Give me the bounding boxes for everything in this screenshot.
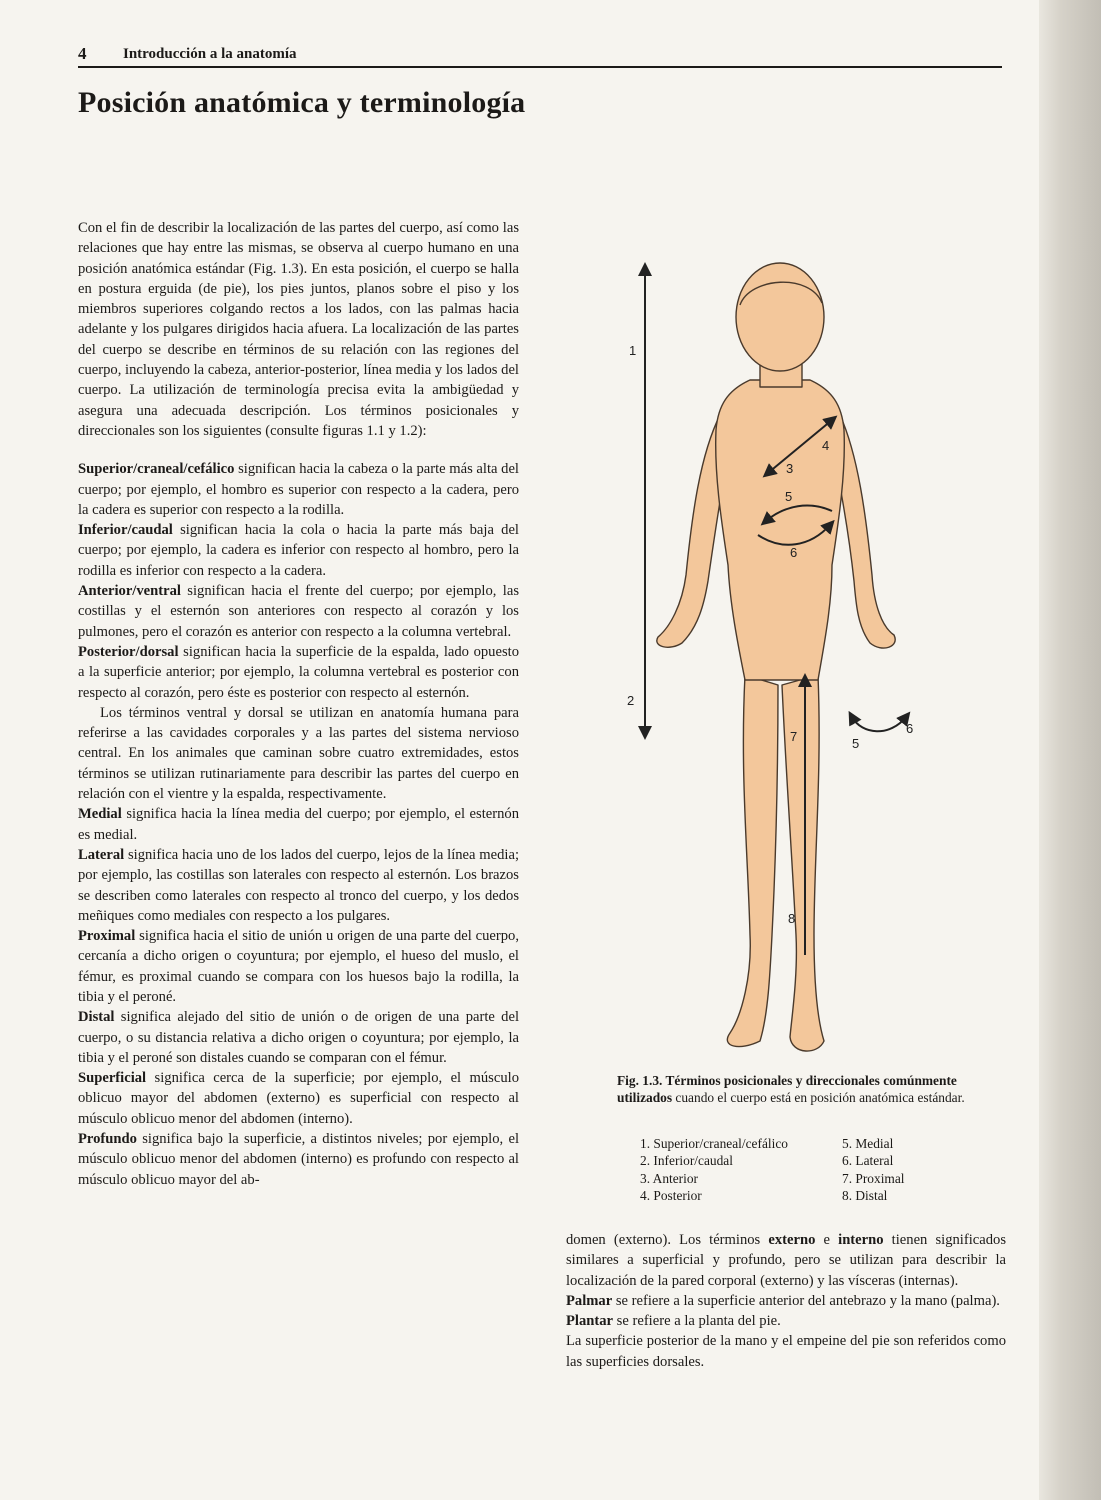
term-interno: interno <box>838 1232 884 1248</box>
page-number: 4 <box>78 44 87 63</box>
legend-item: 3. Anterior <box>640 1170 699 1186</box>
legend-item: 4. Posterior <box>640 1188 702 1204</box>
term-inferior-text: significan hacia la cola o hacia la parte más baja del cuerpo; por ejemplo, la cadera es inferior con respecto al hombro, pero la rodilla es inferior con respecto a la cadera. <box>78 522 519 579</box>
label-2: 2 <box>627 693 635 708</box>
label-3: 3 <box>786 461 794 476</box>
term-externo: externo <box>768 1232 816 1248</box>
legend-item: 5. Medial <box>842 1136 894 1151</box>
legend-item: 6. Lateral <box>842 1153 894 1169</box>
running-header <box>78 44 1002 68</box>
term-inferior <box>78 520 519 581</box>
term-superficial-text: significa cerca de la superficie; por ejemplo, el músculo oblicuo mayor del abdomen (externo) es superficial con respecto al músculo oblicuo menor del abdomen (interno). <box>78 1070 519 1127</box>
page-edge-shadow <box>1039 0 1101 1500</box>
term-palmar-text: se refiere a la superficie anterior del antebrazo y la mano (palma). <box>612 1292 1000 1309</box>
term-posterior <box>78 642 519 703</box>
right-column <box>566 1230 1006 1372</box>
term-superior-label: Superior/craneal/cefálico <box>78 461 235 478</box>
term-anterior-label: Anterior/ventral <box>78 583 181 600</box>
label-6: 6 <box>790 545 798 560</box>
intro-paragraph: Con el fin de describir la localización de las partes del cuerpo, así como las relaciones que hay entre las mismas, se observa al cuerpo humano en una posición anatómica estándar (Fig. 1.3). En esta posición, el cuerpo se halla en postura erguida (de pie), los pies juntos, planos sobre el piso y los miembros superiores colgando rectos a los lados, con las palmas hacia adelante y los pulgares dirigidos hacia afuera. La localización de las partes del cuerpo se describe en términos de su relación con las regiones del cuerpo, incluyendo la cabeza, anterior-posterior, línea media y los lados del cuerpo. La utilización de terminología precisa evita la ambigüedad y asegura una adecuada descripción. Los términos posicionales y direccionales son los siguientes (consulte figuras 1.1 y 1.2): <box>78 220 519 439</box>
section-title: Posición anatómica y terminología <box>78 86 526 119</box>
human-body-silhouette <box>657 263 895 1051</box>
right-leg <box>782 675 824 1051</box>
left-leg <box>727 675 778 1047</box>
term-proximal-text: significa hacia el sitio de unión u origen de una parte del cuerpo, cercanía a dicho origen o coyuntura; por ejemplo, el hueso del muslo, el fémur, es proximal cuando se compara con los huesos bajo la rodilla, la tibia y el peroné. <box>78 928 519 1005</box>
arrow-hand-rotation <box>852 717 906 731</box>
term-superior <box>78 459 519 520</box>
figure-caption <box>617 1072 977 1106</box>
term-distal-label: Distal <box>78 1009 115 1026</box>
externo-interno-paragraph <box>566 1230 1006 1291</box>
term-plantar <box>566 1311 1006 1331</box>
term-medial-text: significa hacia la línea media del cuerpo; por ejemplo, el esternón es medial. <box>78 806 519 843</box>
term-superior-text: significan hacia la cabeza o la parte más alta del cuerpo; por ejemplo, el hombro es superior con respecto a la cadera, pero la cadera es superior con respecto a la rodilla. <box>78 461 519 518</box>
caption-label: Fig. 1.3. <box>617 1073 663 1088</box>
term-lateral <box>78 845 519 926</box>
left-column <box>78 218 519 1190</box>
legend-item: 1. Superior/craneal/cefálico <box>640 1136 788 1151</box>
term-distal <box>78 1007 519 1068</box>
legend-left-column <box>640 1135 840 1205</box>
anatomical-figure <box>600 255 960 1075</box>
label-4: 4 <box>822 438 830 453</box>
term-profundo-text: significa bajo la superficie, a distintos niveles; por ejemplo, el músculo oblicuo menor del abdomen (interno) es profundo con respecto al músculo oblicuo mayor del ab- <box>78 1131 519 1188</box>
ventral-dorsal-paragraph: Los términos ventral y dorsal se utilizan en anatomía humana para referirse a las cavidades corporales y a las partes del sistema nervioso central. En los animales que caminan sobre cuatro extremidades, estos términos se utilizan rutinariamente para describir las partes del cuerpo en relación con el vientre y la espalda, respectivamente. <box>78 704 519 803</box>
anatomical-position-illustration <box>600 255 960 1075</box>
label-7: 7 <box>790 729 798 744</box>
term-profundo-label: Profundo <box>78 1131 137 1148</box>
term-posterior-label: Posterior/dorsal <box>78 643 179 660</box>
term-medial <box>78 804 519 845</box>
head <box>736 263 824 371</box>
externo-interno-text: tienen significados similares a superficial y profundo, pero se utilizan para describir la localización de la pared corporal (externo) y las vísceras (internas). <box>566 1232 1007 1289</box>
label-hand-6: 6 <box>906 721 914 736</box>
term-proximal-label: Proximal <box>78 928 136 945</box>
term-profundo <box>78 1129 519 1190</box>
term-plantar-text: se refiere a la planta del pie. <box>613 1313 781 1330</box>
term-palmar <box>566 1291 1006 1311</box>
term-superficial <box>78 1068 519 1129</box>
term-lateral-text: significa hacia uno de los lados del cuerpo, lejos de la línea media; por ejemplo, las costillas son laterales con respecto al esternón. Los brazos se describen como laterales con respecto al tronco del cuerpo, y los dedos meñiques como mediales con respecto a los pulgares. <box>78 846 519 924</box>
term-medial-label: Medial <box>78 806 122 823</box>
term-proximal <box>78 926 519 1007</box>
legend-item: 8. Distal <box>842 1188 888 1204</box>
term-palmar-label: Palmar <box>566 1292 613 1309</box>
label-8: 8 <box>788 911 796 926</box>
legend-item: 7. Proximal <box>842 1170 905 1186</box>
term-distal-text: significa alejado del sitio de unión o de origen de una parte del cuerpo, o su distancia relativa a dicho origen o coyuntura; por ejemplo, la tibia y el peroné son distales cuando se comparan con el fémur. <box>78 1009 519 1066</box>
term-plantar-label: Plantar <box>566 1313 614 1330</box>
term-inferior-label: Inferior/caudal <box>78 522 173 539</box>
caption-rest: cuando el cuerpo está en posición anatómica estándar. <box>672 1090 965 1105</box>
term-anterior-text: significan hacia el frente del cuerpo; por ejemplo, las costillas y el esternón son anteriores con respecto al corazón y los pulmones, pero el corazón es anterior con respecto a la columna vertebral. <box>78 583 519 640</box>
label-1: 1 <box>629 343 637 358</box>
term-superficial-label: Superficial <box>78 1070 147 1087</box>
label-5: 5 <box>785 489 793 504</box>
term-lateral-label: Lateral <box>78 846 125 863</box>
legend-item: 2. Inferior/caudal <box>640 1153 733 1169</box>
legend-right-column <box>842 1135 962 1205</box>
label-hand-5: 5 <box>852 736 860 751</box>
dorsal-surfaces-paragraph: La superficie posterior de la mano y el empeine del pie son referidos como las superficies dorsales. <box>566 1333 1006 1370</box>
term-posterior-text: significan hacia la superficie de la espalda, lado opuesto a la superficie anterior; por ejemplo, la columna vertebral es posterior con respecto al corazón, pero éste es posterior con respecto al esternón. <box>78 643 519 701</box>
caption-bold: Términos posicionales y direccionales comúnmente utilizados <box>617 1073 957 1105</box>
term-anterior <box>78 581 519 642</box>
running-title: Introducción a la anatomía <box>123 46 297 62</box>
continuation-text: domen (externo). Los términos <box>566 1232 769 1248</box>
conjunction-text: e <box>815 1232 839 1248</box>
